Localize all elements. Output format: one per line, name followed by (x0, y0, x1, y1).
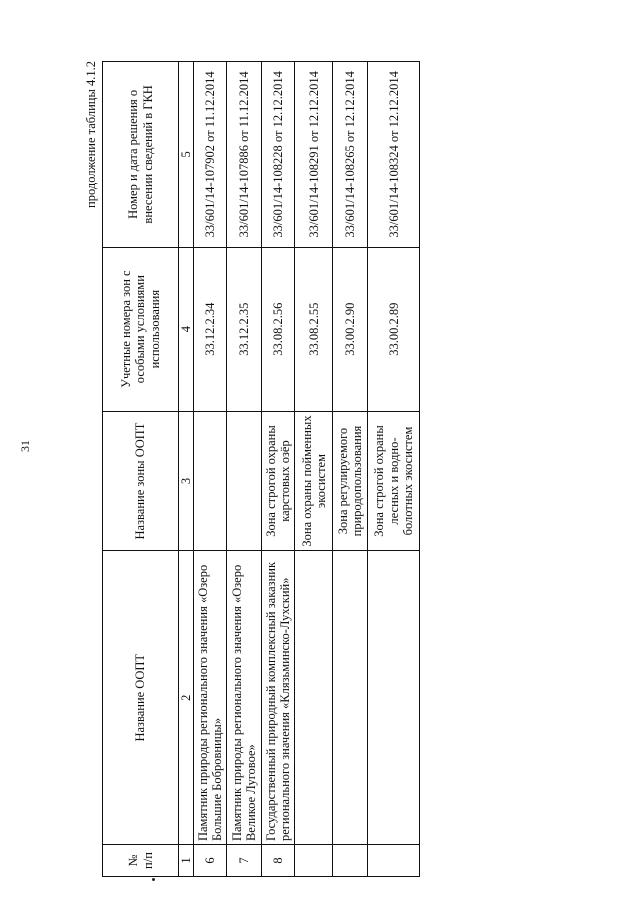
row-name (295, 551, 333, 845)
header-zone: Название зоны ООПТ (103, 411, 179, 551)
page-number: 31 (18, 440, 32, 452)
row-decision: 33/601/14-108265 от 12.12.2014 (333, 62, 368, 248)
row-num: 6 (194, 845, 227, 877)
stray-mark (152, 878, 155, 881)
row-reg: 33.00.2.89 (368, 247, 420, 411)
header-name: Название ООПТ (103, 551, 179, 845)
index-3: 3 (179, 411, 194, 551)
table-row (262, 62, 295, 877)
data-table (102, 61, 420, 877)
row-zone: Зона строгой охраны лесных и водно-болотных экосистем (368, 411, 420, 551)
row-reg: 33.12.2.35 (227, 247, 262, 411)
row-num: 7 (227, 845, 262, 877)
index-5: 5 (179, 62, 194, 248)
header-reg: Учетные номера зон с особыми условиями использования (103, 247, 179, 411)
table-row (194, 62, 227, 877)
row-name (333, 551, 368, 845)
row-reg: 33.08.2.56 (262, 247, 295, 411)
row-num: 8 (262, 845, 295, 877)
header-row (103, 62, 179, 877)
row-name: Памятник природы регионального значения «Озеро Великое Луговое» (227, 551, 262, 845)
row-zone (227, 411, 262, 551)
row-decision: 33/601/14-107902 от 11.12.2014 (194, 62, 227, 248)
row-decision: 33/601/14-108324 от 12.12.2014 (368, 62, 420, 248)
row-reg: 33.00.2.90 (333, 247, 368, 411)
header-num: № п/п (103, 845, 179, 877)
row-decision: 33/601/14-108291 от 12.12.2014 (295, 62, 333, 248)
row-name: Памятник природы регионального значения «Озеро Большие Бобровницы» (194, 551, 227, 845)
index-4: 4 (179, 247, 194, 411)
row-num (333, 845, 368, 877)
row-num (368, 845, 420, 877)
row-decision: 33/601/14-108228 от 12.12.2014 (262, 62, 295, 248)
column-index-row (179, 62, 194, 877)
table-row (333, 62, 368, 877)
table-row (368, 62, 420, 877)
row-zone: Зона регулируемого природопользования (333, 411, 368, 551)
row-zone: Зона строгой охраны карстовых озёр (262, 411, 295, 551)
row-reg: 33.08.2.55 (295, 247, 333, 411)
rotated-table-block (76, 61, 416, 877)
row-name (368, 551, 420, 845)
table-row (295, 62, 333, 877)
row-zone (194, 411, 227, 551)
row-zone: Зона охраны пойменных экосистем (295, 411, 333, 551)
header-decision: Номер и дата решения о внесении сведений в ГКН (103, 62, 179, 248)
table-row (227, 62, 262, 877)
row-num (295, 845, 333, 877)
row-reg: 33.12.2.34 (194, 247, 227, 411)
index-1: 1 (179, 845, 194, 877)
table-caption: продолжение таблицы 4.1.2 (84, 61, 98, 208)
index-2: 2 (179, 551, 194, 845)
row-decision: 33/601/14-107886 от 11.12.2014 (227, 62, 262, 248)
row-name: Государственный природный комплексный заказник регионального значения «Клязьминско-Лухский» (262, 551, 295, 845)
